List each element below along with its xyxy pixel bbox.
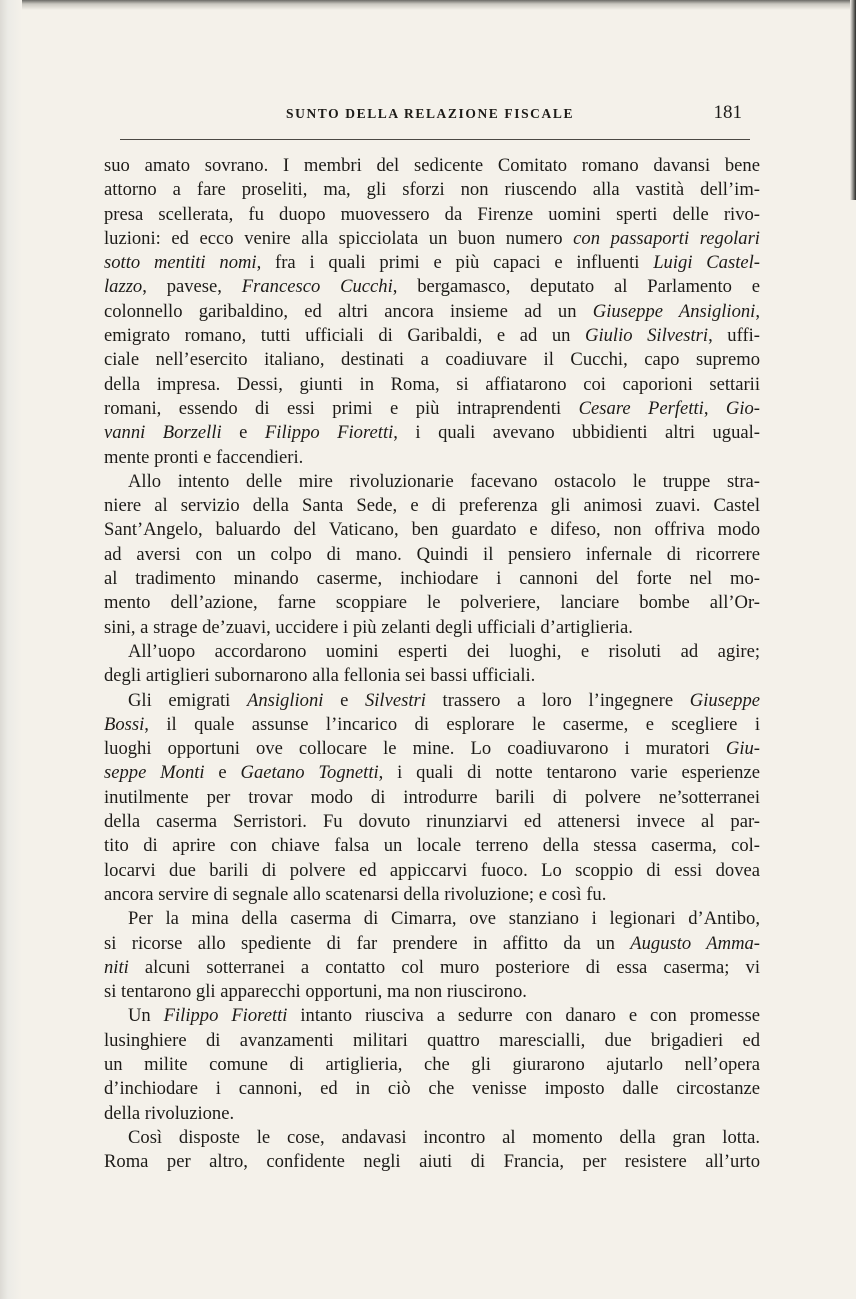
scan-edge-right [850, 0, 856, 200]
text-line: attorno a fare proseliti, ma, gli sforzi non riuscendo alla vastità dell’im- [104, 179, 760, 201]
text-line: presa scellerata, fu duopo muovessero da Firenze uomini sperti delle rivo- [104, 203, 760, 225]
text-line: sini, a strage de’zuavi, uccidere i più zelanti degli ufficiali d’artiglieria. [104, 616, 633, 638]
text-line: si ricorse allo spediente di far prendere in affitto da un Augusto Amma- [104, 932, 760, 954]
text-line: della impresa. Dessi, giunti in Roma, si affiatarono coi caporioni settarii [104, 373, 760, 395]
text-line: ad aversi con un colpo di mano. Quindi il pensiero infernale di ricorrere [104, 543, 760, 565]
text-line: mente pronti e faccendieri. [104, 446, 304, 468]
text-line: colonnello garibaldino, ed altri ancora insieme ad un Giuseppe Ansiglioni, [104, 300, 760, 322]
text-line: della rivoluzione. [104, 1102, 235, 1124]
text-line: Allo intento delle mire rivoluzionarie facevano ostacolo le truppe stra- [128, 470, 760, 492]
text-line: lazzo, pavese, Francesco Cucchi, bergamasco, deputato al Parlamento e [104, 276, 761, 298]
text-line: al tradimento minando caserme, inchiodare i cannoni del forte nel mo- [104, 568, 760, 590]
text-line: Così disposte le cose, andavasi incontro al momento della gran lotta. [128, 1126, 760, 1148]
header-rule [120, 139, 750, 140]
text-line: niti alcuni sotterranei a contatto col muro posteriore di essa caserma; vi [104, 956, 760, 978]
text-line: lusinghiere di avanzamenti militari quattro marescialli, due brigadieri ed [104, 1029, 760, 1051]
text-line: si tentarono gli apparecchi opportuni, ma non riuscirono. [104, 981, 527, 1003]
text-line: della caserma Serristori. Fu dovuto rinunziarvi ed attenersi invece al par- [104, 811, 760, 833]
text-line: vanni Borzelli e Filippo Fioretti, i quali avevano ubbidienti altri ugual- [104, 422, 760, 444]
running-title: SUNTO DELLA RELAZIONE FISCALE [286, 106, 575, 121]
text-line: romani, essendo di essi primi e più intraprendenti Cesare Perfetti, Gio- [104, 397, 760, 419]
text-line: ancora servire di segnale allo scatenarsi della rivoluzione; e così fu. [104, 883, 607, 905]
body-text [104, 154, 760, 1174]
text-line: ciale nell’esercito italiano, destinati a coadiuvare il Cucchi, capo supremo [104, 349, 760, 371]
text-line: Roma per altro, confidente negli aiuti di Francia, per resistere all’urto [104, 1151, 760, 1173]
text-line: locarvi due barili di polvere ed appiccarvi fuoco. Lo scoppio di essi dovea [104, 859, 760, 881]
page-number: 181 [713, 102, 742, 123]
text-line: Per la mina della caserma di Cimarra, ove stanziano i legionari d’Antibo, [128, 908, 760, 930]
text-line: degli artiglieri subornarono alla fellonia sei bassi ufficiali. [104, 665, 536, 687]
text-line: emigrato romano, tutti ufficiali di Garibaldi, e ad un Giulio Silvestri, uffi- [104, 325, 760, 347]
text-line: un milite comune di artiglieria, che gli giurarono ajutarlo nell’opera [104, 1053, 760, 1075]
text-line: inutilmente per trovar modo di introdurre barili di polvere ne’sotterranei [104, 786, 760, 808]
text-line: Bossi, il quale assunse l’incarico di esplorare le caserme, e scegliere i [104, 713, 760, 735]
text-line: sotto mentiti nomi, fra i quali primi e più capaci e influenti Luigi Castel- [104, 252, 760, 274]
text-line: Sant’Angelo, baluardo del Vaticano, ben guardato e difeso, non offriva modo [104, 519, 760, 541]
text-line: luzioni: ed ecco venire alla spicciolata un buon numero con passaporti regolari [104, 227, 760, 249]
text-line: luoghi opportuni ove collocare le mine. Lo coadiuvarono i muratori Giu- [104, 738, 760, 760]
text-line: All’uopo accordarono uomini esperti dei luoghi, e risoluti ad agire; [128, 640, 760, 662]
text-line: tito di aprire con chiave falsa un locale terreno della stessa caserma, col- [104, 835, 760, 857]
scan-edge-top [0, 0, 856, 10]
text-line: seppe Monti e Gaetano Tognetti, i quali di notte tentarono varie esperienze [104, 762, 760, 784]
text-line: niere al servizio della Santa Sede, e di preferenza gli animosi zuavi. Castel [104, 495, 760, 517]
running-head [108, 98, 748, 132]
text-line: d’inchiodare i cannoni, ed in ciò che venisse imposto dalle circostanze [104, 1078, 760, 1100]
text-line: Un Filippo Fioretti intanto riusciva a sedurre con danaro e con promesse [128, 1005, 761, 1027]
text-line: suo amato sovrano. I membri del sedicente Comitato romano davansi bene [104, 155, 760, 176]
scan-edge-left [0, 0, 22, 1299]
text-line: mento dell’azione, farne scoppiare le polveriere, lanciare bombe all’Or- [104, 592, 760, 614]
text-line: Gli emigrati Ansiglioni e Silvestri trassero a loro l’ingegnere Giuseppe [128, 689, 760, 711]
